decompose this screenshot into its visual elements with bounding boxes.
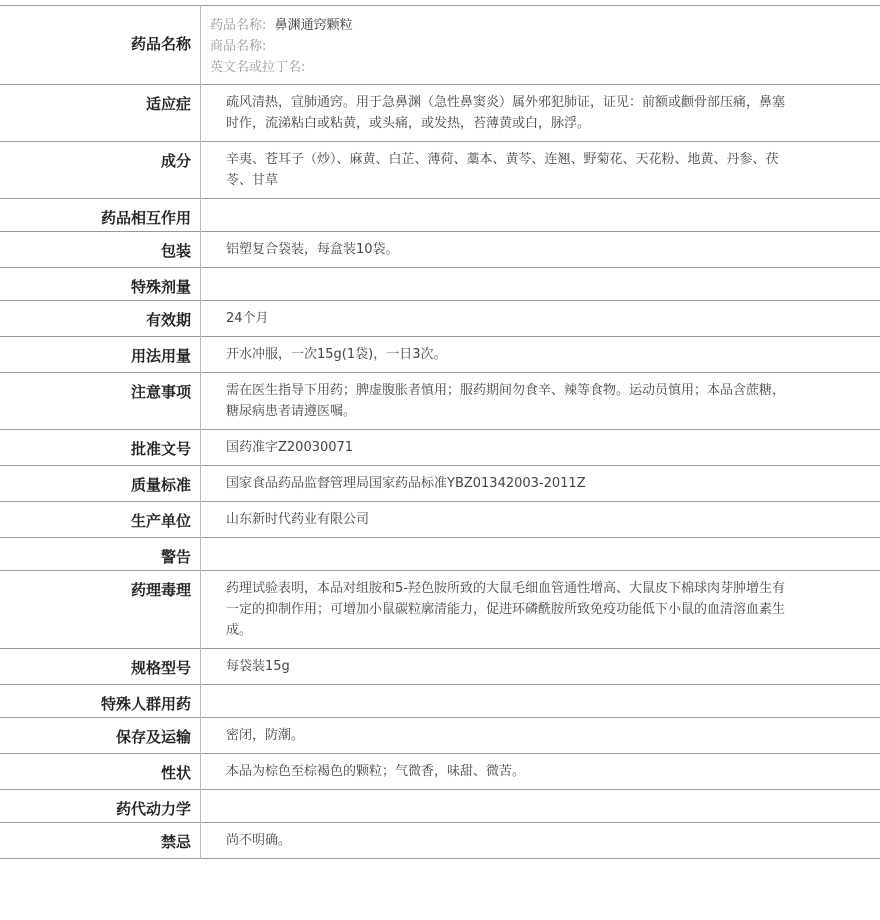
row-label: 禁忌: [0, 823, 201, 859]
trade-name-line: [210, 36, 870, 57]
row-label: 药品名称: [0, 6, 201, 85]
row-label: 成分: [0, 142, 201, 199]
row-value: 辛夷、苍耳子（炒）、麻黄、白芷、薄荷、藁本、黄芩、连翘、野菊花、天花粉、地黄、丹参、茯苓、甘草: [226, 152, 779, 188]
row-value: 开水冲服，一次15g(1袋)，一日3次。: [226, 347, 447, 362]
row-precautions: [0, 373, 880, 430]
row-value: 每袋装15g: [226, 659, 290, 674]
row-label: 性状: [0, 754, 201, 790]
row-label: 质量标准: [0, 466, 201, 502]
row-value: 本品为棕色至棕褐色的颗粒；气微香，味甜、微苦。: [226, 764, 526, 779]
row-label: 警告: [0, 538, 201, 571]
row-value: 密闭，防潮。: [226, 728, 305, 743]
row-pharmacology: [0, 571, 880, 649]
row-label: 用法用量: [0, 337, 201, 373]
row-label: 药代动力学: [0, 790, 201, 823]
row-label: 特殊人群用药: [0, 685, 201, 718]
row-drug-name: [0, 6, 880, 85]
row-description: [0, 754, 880, 790]
row-label: 注意事项: [0, 373, 201, 430]
row-label: 包装: [0, 232, 201, 268]
row-value: 铝塑复合袋装，每盒装10袋。: [226, 242, 399, 257]
row-value: 尚不明确。: [226, 833, 292, 848]
row-label: 批准文号: [0, 430, 201, 466]
row-value: [201, 268, 880, 301]
row-label: 适应症: [0, 85, 201, 142]
english-name-label: 英文名或拉丁名:: [210, 60, 306, 75]
row-quality-standard: [0, 466, 880, 502]
row-usage: [0, 337, 880, 373]
row-value: 24个月: [226, 311, 269, 326]
row-manufacturer: [0, 502, 880, 538]
row-interactions: [0, 199, 880, 232]
row-value: 山东新时代药业有限公司: [226, 512, 370, 527]
row-special-populations: [0, 685, 880, 718]
row-label: 药理毒理: [0, 571, 201, 649]
row-value: 药理试验表明，本品对组胺和5-羟色胺所致的大鼠毛细血管通性增高、大鼠皮下棉球肉芽肿增生有一定的抑制作用；可增加小鼠碳粒廓清能力，促进环磷酰胺所致免疫功能低下小鼠的血清溶血素生成。: [226, 581, 786, 638]
row-storage: [0, 718, 880, 754]
generic-name-value: 鼻渊通窍颗粒: [274, 18, 353, 33]
row-warning: [0, 538, 880, 571]
drug-spec-table: [0, 5, 880, 859]
row-label: 保存及运输: [0, 718, 201, 754]
row-ingredients: [0, 142, 880, 199]
row-label: 生产单位: [0, 502, 201, 538]
generic-name-line: [210, 15, 870, 36]
generic-name-label: 药品名称:: [210, 18, 267, 33]
row-specification: [0, 649, 880, 685]
row-packaging: [0, 232, 880, 268]
row-label: 规格型号: [0, 649, 201, 685]
row-value: [201, 199, 880, 232]
row-value: 国药准字Z20030071: [226, 440, 354, 455]
row-value: 疏风清热，宣肺通窍。用于急鼻渊（急性鼻窦炎）属外邪犯肺证，证见：前额或颧骨部压痛，鼻塞时作，流涕粘白或粘黄，或头痛，或发热，苔薄黄或白，脉浮。: [226, 95, 786, 131]
row-label: 特殊剂量: [0, 268, 201, 301]
row-value: 国家食品药品监督管理局国家药品标准YBZ01342003-2011Z: [226, 476, 586, 491]
trade-name-label: 商品名称:: [210, 39, 267, 54]
row-value: 需在医生指导下用药；脾虚腹胀者慎用；服药期间勿食辛、辣等食物。运动员慎用；本品含蔗糖，糖尿病患者请遵医嘱。: [226, 383, 786, 419]
name-block: [201, 6, 880, 85]
row-value: [201, 685, 880, 718]
row-pharmacokinetics: [0, 790, 880, 823]
row-indications: [0, 85, 880, 142]
row-label: 有效期: [0, 301, 201, 337]
row-value: [201, 538, 880, 571]
row-label: 药品相互作用: [0, 199, 201, 232]
row-approval-number: [0, 430, 880, 466]
row-value: [201, 790, 880, 823]
english-name-line: [210, 57, 870, 78]
row-special-dosage: [0, 268, 880, 301]
row-shelf-life: [0, 301, 880, 337]
row-contraindications: [0, 823, 880, 859]
